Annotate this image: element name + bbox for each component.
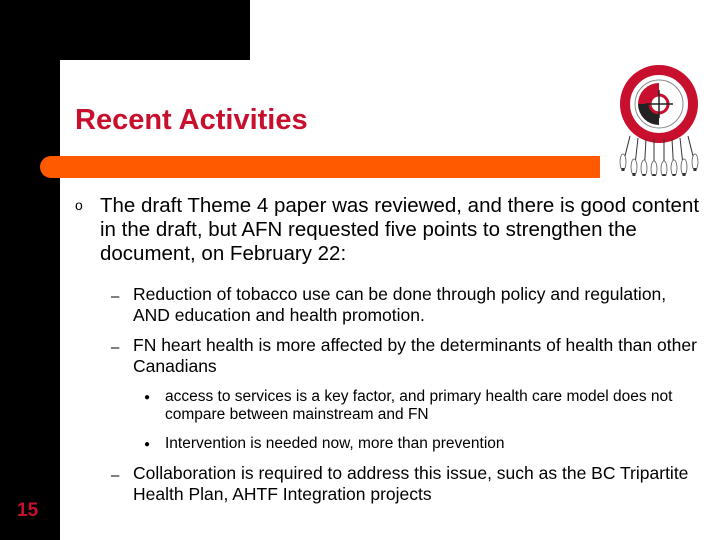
sub-bullet-text: Collaboration is required to address this issue, such as the BC Tripartite Health Plan, AHTF Integration projects — [133, 463, 689, 504]
sub-bullet-marker: – — [111, 339, 120, 356]
sub-bullet-marker: – — [111, 288, 120, 305]
slide-frame-top — [0, 0, 250, 60]
page-number: 15 — [17, 500, 39, 521]
sub-sub-bullet-marker: ● — [144, 392, 151, 403]
sub-bullet-text: FN heart health is more affected by the determinants of health than other Canadians — [133, 335, 697, 376]
sub-sub-bullet-text: access to services is a key factor, and primary health care model does not compare between mainstream and FN — [165, 388, 673, 423]
bullet-text: The draft Theme 4 paper was reviewed, and there is good content in the draft, but AFN requested five points to strengthen the document, on February 22: — [100, 194, 700, 265]
slide-frame-corner — [60, 60, 104, 104]
sub-bullet-text: Reduction of tobacco use can be done through policy and regulation, AND education and health promotion. — [133, 284, 667, 325]
bullet-marker: o — [75, 197, 83, 213]
sub-bullet-marker: – — [111, 467, 120, 484]
sub-sub-bullet-marker: ● — [144, 439, 151, 450]
afn-logo-icon — [608, 64, 710, 176]
accent-bar — [60, 156, 600, 178]
slide-frame-left — [0, 0, 60, 540]
sub-sub-bullet-text: Intervention is needed now, more than prevention — [165, 435, 505, 452]
slide-title: Recent Activities — [75, 104, 308, 136]
